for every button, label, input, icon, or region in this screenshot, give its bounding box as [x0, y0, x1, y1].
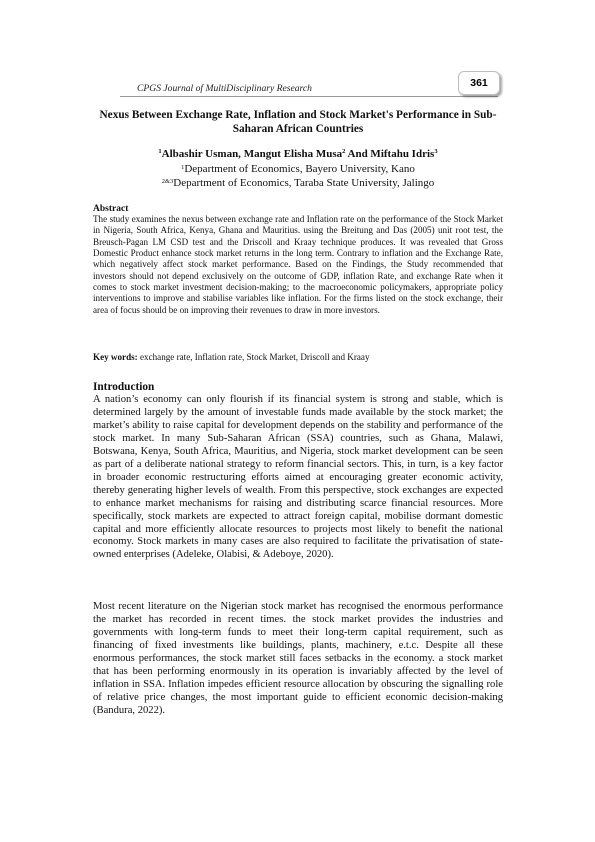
affiliation-2 [92, 177, 504, 190]
affiliation-2-text: Department of Economics, Taraba State University, Jalingo [173, 177, 435, 189]
keywords-line [93, 352, 503, 363]
author-sup-2: 2 [342, 148, 346, 155]
keywords-label: Key words: [93, 352, 138, 362]
introduction-paragraph-2: Most recent literature on the Nigerian stock market has recognised the enormous performance the market has recorded in recent times. the stock market provides the industries and governments with long-term funds to meet their long-term capital requirement, such as financing of fixed investments like buildings, plants, machinery, e.t.c. Despite all these enormous performances, the stock market still faces setbacks in the economy. a stock market that has been performing enormously in its operation is invariably affected by the level of inflation in SSA. Inflation impedes efficient resource allocation by obscuring the signalling role of relative price changes, the most important guide to efficient economic decision-making (Bandura, 2022). [93, 601, 503, 716]
page-number-badge: 361 [458, 71, 500, 95]
keywords-list: exchange rate, Inflation rate, Stock Market, Driscoll and Kraay [137, 352, 370, 362]
introduction-heading: Introduction [93, 381, 155, 393]
affiliation-1-sup: 1 [181, 164, 185, 171]
author-sup-3: 3 [434, 148, 438, 155]
paper-title: Nexus Between Exchange Rate, Inflation and Stock Market's Performance in Sub-Saharan African Countries [99, 109, 497, 135]
affiliation-2-sup: 2&3 [161, 178, 174, 185]
author-2: Mangut Elisha Musa [243, 148, 343, 160]
author-line [92, 147, 504, 161]
author-1: Albashir Usman, [161, 148, 244, 160]
header-rule [120, 96, 498, 97]
running-head: CPGS Journal of MultiDisciplinary Research [137, 83, 312, 94]
introduction-paragraph-1: A nation’s economy can only flourish if its financial system is strong and stable, which is determined largely by the amount of investable funds made available by the stock market; the market’s ability to raise capital for development depends on the stability and performance of the stock market. In many Sub-Saharan African (SSA) countries, such as Ghana, Malawi, Botswana, Kenya, South Africa, Mauritius, and Nigeria, stock market development can be seen as part of a deliberate national strategy to reform financial sectors. This, in turn, is a key factor in broader economic restructuring efforts aimed at encouraging greater economic activity, thereby generating higher levels of wealth. From this perspective, stock exchanges are expected to enhance market mechanisms for raising and distributing scarce financial resources. More specifically, stock markets are expected to attract foreign capital, mobilise dormant domestic capital and more efficiently allocate resources to projects most likely to benefit the national economy. Stock markets in many cases are also required to facilitate the privatisation of state-owned enterprises (Adeleke, Olabisi, & Adeboye, 2020). [93, 394, 503, 561]
affiliation-1 [92, 163, 504, 176]
abstract-heading: Abstract [93, 204, 129, 214]
author-sup-1: 1 [158, 148, 162, 155]
author-3: And Miftahu Idris [345, 148, 435, 160]
affiliation-1-text: Department of Economics, Bayero University, Kano [184, 163, 415, 175]
abstract-body: The study examines the nexus between exchange rate and Inflation rate on the performance of the Stock Market in Nigeria, South Africa, Kenya, Ghana and Mauritius. using the Breitung and Das (2005) unit root test, the Breusch-Pagan LM CSD test and the Driscoll and Kraay technique produces. It was revealed that Gross Domestic Product enhance stock market returns in the long term. Contrary to inflation and the Exchange Rate, which negatively affect stock market performance. Based on the Findings, the Study recommended that investors should not depend exclusively on the outcome of GDP, inflation Rate, and exchange Rate when it comes to stock market investment decision-making; to the macroeconomic policymakers, appropriate policy interventions to improve and stabilise variables like inflation. For the firms listed on the stock exchange, their area of focus should be on improving their revenues to draw in more investors. [93, 214, 503, 315]
